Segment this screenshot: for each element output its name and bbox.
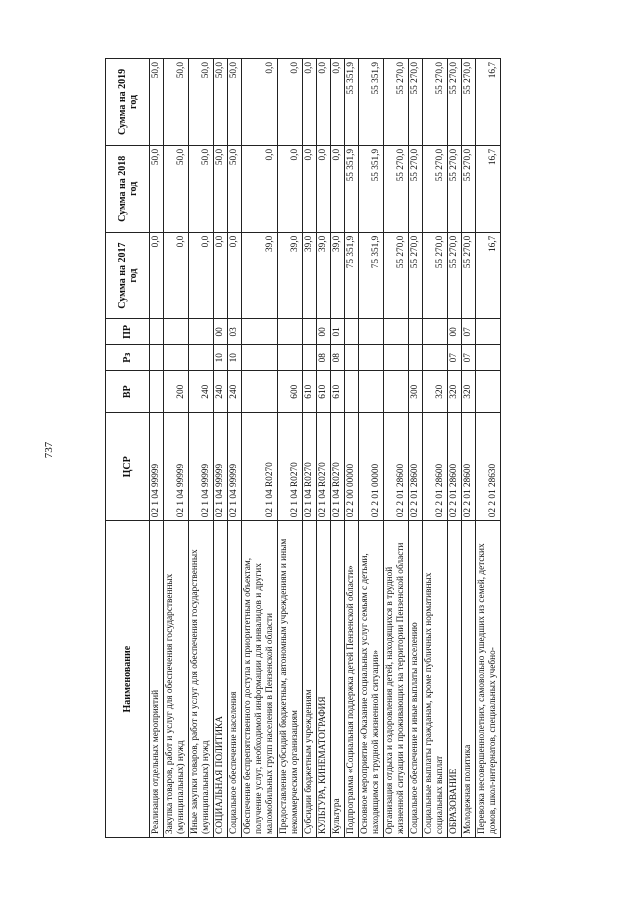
cell-name: Перевозка несовершеннолетних, самовольно ушедших из семей, детских домов, школ-интернатов, специальных учебно-	[476, 521, 501, 838]
cell-pr: 07	[462, 319, 476, 345]
cell-y2019: 50,0	[189, 59, 214, 146]
cell-y2017: 39,0	[242, 232, 278, 319]
cell-csr: 02 1 04 R0270	[278, 413, 303, 521]
cell-pr: 00	[448, 319, 462, 345]
cell-y2018: 55 351,9	[345, 145, 359, 232]
header-csr: ЦСР	[106, 413, 150, 521]
cell-y2017: 0,0	[214, 232, 228, 319]
cell-y2019: 55 351,9	[359, 59, 384, 146]
table-row	[242, 59, 278, 838]
cell-csr: 02 1 04 99999	[228, 413, 242, 521]
cell-y2017: 16,7	[476, 232, 501, 319]
cell-pr	[303, 319, 317, 345]
cell-y2019: 50,0	[228, 59, 242, 146]
cell-y2019: 55 270,0	[448, 59, 462, 146]
cell-pr: 00	[214, 319, 228, 345]
table-row	[476, 59, 501, 838]
table-row	[409, 59, 423, 838]
cell-csr: 02 2 00 00000	[345, 413, 359, 521]
cell-y2017: 55 270,0	[448, 232, 462, 319]
cell-y2018: 50,0	[189, 145, 214, 232]
cell-rz	[409, 345, 423, 371]
cell-csr: 02 2 01 00000	[359, 413, 384, 521]
cell-vr: 200	[164, 371, 189, 413]
cell-y2018: 55 351,9	[359, 145, 384, 232]
cell-y2019: 0,0	[303, 59, 317, 146]
cell-csr: 02 2 01 28600	[423, 413, 448, 521]
cell-csr: 02 1 04 99999	[164, 413, 189, 521]
cell-rz	[476, 345, 501, 371]
table-row	[345, 59, 359, 838]
cell-vr: 320	[448, 371, 462, 413]
table-body	[150, 59, 501, 838]
cell-y2018: 50,0	[150, 145, 164, 232]
cell-vr: 610	[331, 371, 345, 413]
cell-y2019: 50,0	[164, 59, 189, 146]
cell-name: Основное мероприятие «Оказание социальных услуг семьям с детьми, находящимся в трудной жизненной ситуации»	[359, 521, 384, 838]
cell-csr: 02 1 04 99999	[214, 413, 228, 521]
header-2019: Сумма на 2019 год	[106, 59, 150, 146]
cell-rz: 10	[214, 345, 228, 371]
cell-vr	[150, 371, 164, 413]
table-row	[423, 59, 448, 838]
cell-y2019: 55 351,9	[345, 59, 359, 146]
cell-pr	[345, 319, 359, 345]
cell-csr: 02 2 01 28630	[476, 413, 501, 521]
cell-vr: 240	[214, 371, 228, 413]
cell-y2019: 55 270,0	[409, 59, 423, 146]
cell-y2018: 0,0	[331, 145, 345, 232]
cell-y2017: 55 270,0	[384, 232, 409, 319]
cell-pr	[150, 319, 164, 345]
cell-y2019: 0,0	[242, 59, 278, 146]
cell-vr	[345, 371, 359, 413]
cell-rz: 08	[317, 345, 331, 371]
header-2017: Сумма на 2017 год	[106, 232, 150, 319]
cell-y2018: 16,7	[476, 145, 501, 232]
cell-y2017: 0,0	[150, 232, 164, 319]
cell-y2017: 75 351,9	[359, 232, 384, 319]
cell-y2018: 55 270,0	[384, 145, 409, 232]
cell-y2017: 0,0	[189, 232, 214, 319]
cell-vr: 320	[462, 371, 476, 413]
table-row	[228, 59, 242, 838]
cell-rz: 10	[228, 345, 242, 371]
cell-y2019: 55 270,0	[423, 59, 448, 146]
cell-vr	[359, 371, 384, 413]
cell-csr: 02 1 04 R0270	[317, 413, 331, 521]
cell-y2017: 55 270,0	[423, 232, 448, 319]
cell-y2018: 0,0	[278, 145, 303, 232]
cell-name: Социальные выплаты гражданам, кроме публичных нормативных социальных выплат	[423, 521, 448, 838]
cell-pr	[189, 319, 214, 345]
cell-csr: 02 2 01 28600	[448, 413, 462, 521]
cell-name: Субсидии бюджетным учреждениям	[303, 521, 317, 838]
cell-csr: 02 1 04 99999	[189, 413, 214, 521]
cell-csr: 02 1 04 R0270	[242, 413, 278, 521]
cell-y2018: 55 270,0	[462, 145, 476, 232]
cell-rz: 07	[462, 345, 476, 371]
cell-name: Закупка товаров, работ и услуг для обеспечения государственных (муниципальных) нужд	[164, 521, 189, 838]
cell-y2019: 0,0	[331, 59, 345, 146]
cell-csr: 02 1 04 99999	[150, 413, 164, 521]
table-row	[189, 59, 214, 838]
cell-y2017: 39,0	[278, 232, 303, 319]
cell-y2017: 0,0	[228, 232, 242, 319]
cell-name: Молодежная политика	[462, 521, 476, 838]
table-row	[448, 59, 462, 838]
page-number: 737	[43, 441, 55, 459]
cell-y2017: 55 270,0	[409, 232, 423, 319]
cell-rz	[384, 345, 409, 371]
cell-vr	[242, 371, 278, 413]
header-vr: ВР	[106, 371, 150, 413]
cell-y2017: 0,0	[164, 232, 189, 319]
cell-vr: 610	[317, 371, 331, 413]
cell-pr	[278, 319, 303, 345]
cell-rz: 08	[331, 345, 345, 371]
cell-y2019: 0,0	[317, 59, 331, 146]
cell-y2019: 0,0	[278, 59, 303, 146]
cell-name: Подпрограмма «Социальная поддержка детей Пензенской области»	[345, 521, 359, 838]
cell-name: Иные закупки товаров, работ и услуг для обеспечения государственных (муниципальных) нужд	[189, 521, 214, 838]
cell-y2018: 50,0	[164, 145, 189, 232]
cell-vr: 300	[409, 371, 423, 413]
table-row	[359, 59, 384, 838]
cell-csr: 02 1 04 R0270	[331, 413, 345, 521]
table-header-row	[106, 59, 150, 838]
cell-rz	[164, 345, 189, 371]
cell-y2019: 16,7	[476, 59, 501, 146]
cell-name: Социальное обеспечение населения	[228, 521, 242, 838]
table-row	[150, 59, 164, 838]
header-name: Наименование	[106, 521, 150, 838]
table-row	[214, 59, 228, 838]
cell-y2018: 0,0	[303, 145, 317, 232]
cell-pr: 01	[331, 319, 345, 345]
cell-pr	[359, 319, 384, 345]
cell-vr: 320	[423, 371, 448, 413]
cell-y2018: 55 270,0	[448, 145, 462, 232]
cell-y2017: 75 351,9	[345, 232, 359, 319]
cell-vr: 240	[228, 371, 242, 413]
cell-rz	[150, 345, 164, 371]
cell-y2018: 50,0	[214, 145, 228, 232]
table-row	[303, 59, 317, 838]
cell-name: Культура	[331, 521, 345, 838]
cell-rz	[303, 345, 317, 371]
cell-y2018: 50,0	[228, 145, 242, 232]
cell-name: Организация отдыха и оздоровления детей, находящихся в трудной жизненной ситуации и проживающих на территории Пензенской области	[384, 521, 409, 838]
cell-y2017: 39,0	[317, 232, 331, 319]
cell-y2017: 39,0	[303, 232, 317, 319]
table-row	[462, 59, 476, 838]
cell-rz: 07	[448, 345, 462, 371]
cell-name: Реализация отдельных мероприятий	[150, 521, 164, 838]
cell-pr	[242, 319, 278, 345]
table-row	[331, 59, 345, 838]
cell-y2019: 50,0	[214, 59, 228, 146]
header-rz: Рз	[106, 345, 150, 371]
cell-pr	[164, 319, 189, 345]
header-2018: Сумма на 2018 год	[106, 145, 150, 232]
cell-csr: 02 2 01 28600	[462, 413, 476, 521]
cell-y2019: 50,0	[150, 59, 164, 146]
cell-name: Социальное обеспечение и иные выплаты населению	[409, 521, 423, 838]
cell-y2019: 55 270,0	[462, 59, 476, 146]
budget-table-rotated	[105, 58, 564, 838]
header-pr: ПР	[106, 319, 150, 345]
cell-csr: 02 2 01 28600	[384, 413, 409, 521]
cell-pr	[409, 319, 423, 345]
cell-vr	[476, 371, 501, 413]
cell-rz	[189, 345, 214, 371]
cell-vr: 240	[189, 371, 214, 413]
table-row	[164, 59, 189, 838]
cell-y2017: 55 270,0	[462, 232, 476, 319]
cell-name: КУЛЬТУРА, КИНЕМАТОГРАФИЯ	[317, 521, 331, 838]
cell-name: Предоставление субсидий бюджетным, автономным учреждениям и иным некоммерческим организациям	[278, 521, 303, 838]
cell-rz	[278, 345, 303, 371]
cell-rz	[242, 345, 278, 371]
cell-rz	[423, 345, 448, 371]
cell-y2017: 39,0	[331, 232, 345, 319]
cell-y2018: 55 270,0	[409, 145, 423, 232]
cell-y2018: 0,0	[317, 145, 331, 232]
cell-pr	[423, 319, 448, 345]
cell-rz	[359, 345, 384, 371]
table-row	[384, 59, 409, 838]
cell-pr	[384, 319, 409, 345]
cell-pr: 03	[228, 319, 242, 345]
cell-name: ОБРАЗОВАНИЕ	[448, 521, 462, 838]
cell-y2018: 55 270,0	[423, 145, 448, 232]
cell-name: СОЦИАЛЬНАЯ ПОЛИТИКА	[214, 521, 228, 838]
cell-name: Обеспечение беспрепятственного доступа к приоритетным объектам, получение услуг, необходимой информации для инвалидов и других маломобильных групп населения в Пензенской области	[242, 521, 278, 838]
cell-rz	[345, 345, 359, 371]
cell-y2019: 55 270,0	[384, 59, 409, 146]
cell-vr: 600	[278, 371, 303, 413]
cell-csr: 02 1 04 R0270	[303, 413, 317, 521]
table-row	[278, 59, 303, 838]
table-row	[317, 59, 331, 838]
cell-pr	[476, 319, 501, 345]
cell-vr	[384, 371, 409, 413]
cell-csr: 02 2 01 28600	[409, 413, 423, 521]
cell-y2018: 0,0	[242, 145, 278, 232]
budget-table	[105, 58, 501, 838]
cell-pr: 00	[317, 319, 331, 345]
cell-vr: 610	[303, 371, 317, 413]
